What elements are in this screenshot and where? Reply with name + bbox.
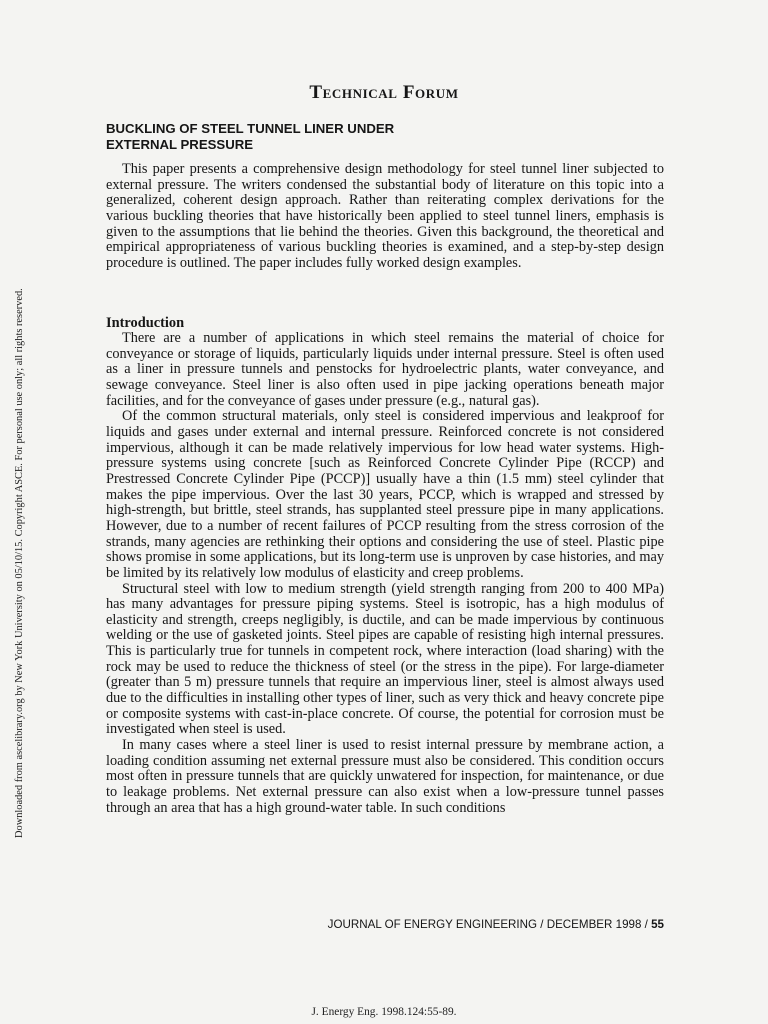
citation-footer: J. Energy Eng. 1998.124:55-89. xyxy=(311,1006,457,1018)
footer-page-number: 55 xyxy=(651,918,664,931)
intro-paragraph-3: Structural steel with low to medium strength (yield strength ranging from 200 to 400 MPa) has many advantages for pressure piping systems. Steel is isotropic, has a high modulus of elasticity and strength, creeps negligibly, is ductile, and can be made impervious by continuous welding or the use of gasketed joints. Steel pipes are capable of resisting high internal pressures. This is particularly true for tunnels in competent rock, where interaction (load sharing) with the rock may be used to reduce the thickness of steel (or the stress in the pipe). For large-diameter (greater than 5 m) pressure tunnels that require an impervious liner, steel is almost always used due to the difficulties in installing other types of liner, such as very thick and heavy concrete pipe or composite systems with cast-in-place concrete. Of course, the potential for corrosion must be investigated when steel is used. xyxy=(106,580,664,738)
running-footer xyxy=(106,918,664,931)
article-title-line-2: EXTERNAL PRESSURE xyxy=(106,136,254,152)
download-watermark: Downloaded from ascelibrary.org by New York University on 05/10/15. Copyright ASCE. For personal use only; all rights reserved. xyxy=(14,288,25,838)
footer-journal: JOURNAL OF ENERGY ENGINEERING / DECEMBER 1998 / xyxy=(327,918,652,931)
introduction-heading: Introduction xyxy=(106,315,185,331)
article-title xyxy=(106,121,666,152)
abstract-paragraph: This paper presents a comprehensive design methodology for steel tunnel liner subjected to external pressure. The writers condensed the substantial body of literature on this topic into a generalized, coherent design approach. Rather than reiterating complex derivations for the various buckling theories that have historically been applied to steel tunnel liners, emphasis is given to the assumptions that lie behind the theories. Given this background, the theoretical and empirical appropriateness of various buckling theories is examined, and a step-by-step design procedure is outlined. The paper includes fully worked design examples. xyxy=(106,161,664,271)
article-title-line-1: BUCKLING OF STEEL TUNNEL LINER UNDER xyxy=(106,121,395,136)
abstract xyxy=(106,162,664,272)
intro-paragraph-2: Of the common structural materials, only steel is considered impervious and leakproof for liquids and gases under external and internal pressure. Reinforced concrete is not considered impervious, although it can be made relatively impervious for low head water systems. High-pressure systems using concrete [such as Reinforced Concrete Cylinder Pipe (RCCP) and Prestressed Concrete Cylinder Pipe (PCCP)] usually have a thin (1.5 mm) steel cylinder that makes the pipe impervious. Over the last 30 years, PCCP, which is wrapped and stressed by high-strength, but brittle, steel strands, has supplanted steel pressure pipe in many applications. However, due to a number of recent failures of PCCP resulting from the stress corrosion of the strands, many agencies are rethinking their options and considering the use of steel. Plastic pipe shows promise in some applications, but its long-term use is unproven by case histories, and may be limited by its relatively low modulus of elasticity and creep problems. xyxy=(106,408,664,581)
intro-paragraph-4: In many cases where a steel liner is used to resist internal pressure by membrane action, a loading condition assuming net external pressure must also be considered. This condition occurs most often in pressure tunnels that are quickly unwatered for inspection, for maintenance, or due to leakage problems. Net external pressure can also exist when a low-pressure tunnel passes through an area that has a high ground-water table. In such conditions xyxy=(106,737,664,816)
introduction-body xyxy=(106,331,664,816)
intro-paragraph-1: There are a number of applications in which steel remains the material of choice for conveyance or storage of liquids, particularly liquids under internal pressure. Steel is often used as a liner in pressure tunnels and penstocks for hydroelectric plants, water conveyance, and sewage conveyance. Steel liner is also often used in pipe jacking operations beneath major facilities, and for the conveyance of gases under pressure (e.g., natural gas). xyxy=(106,330,664,409)
section-header: Technical Forum xyxy=(309,82,459,103)
